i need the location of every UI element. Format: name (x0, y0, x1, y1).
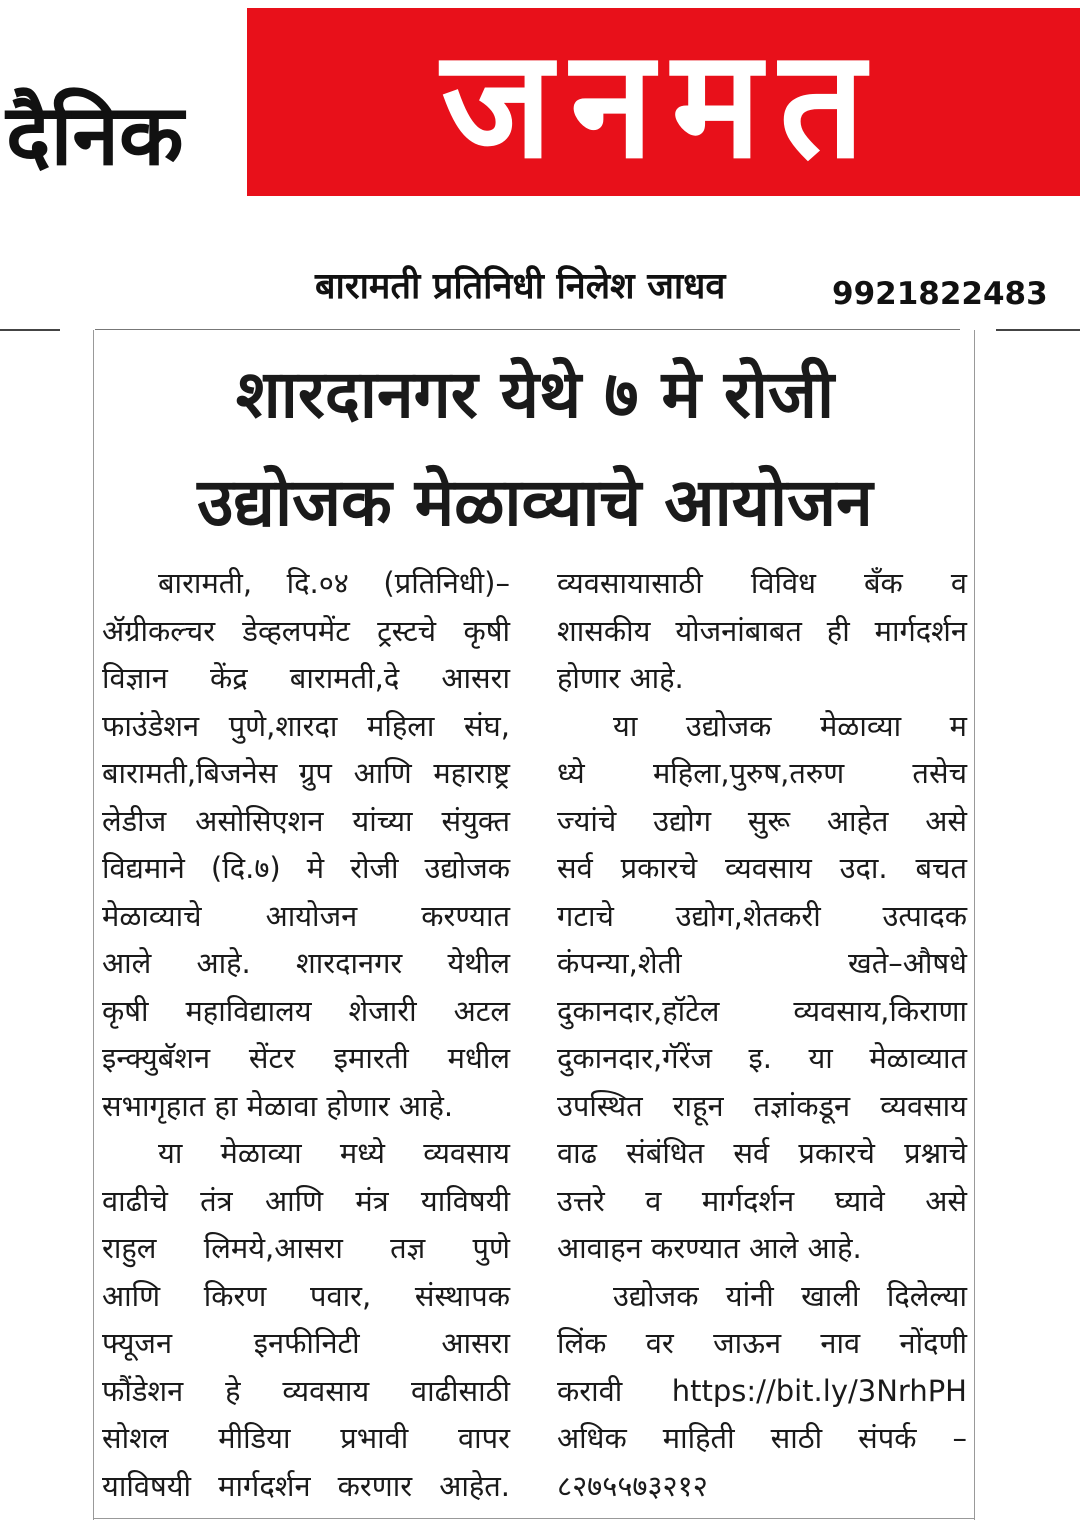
masthead (0, 0, 1080, 245)
article-line: व्यवसायासाठी विविध बँक व (557, 566, 967, 600)
registration-link-line: करावी https://bit.ly/3NrhPH (557, 1373, 967, 1408)
article-line: इन्क्युबॅशन सेंटर इमारती मधील (102, 1041, 510, 1075)
article-line: सभागृहात हा मेळावा होणार आहे. (102, 1088, 454, 1123)
divider-left (0, 329, 60, 331)
newspaper-name: जनमत (441, 18, 883, 192)
article-border-left (93, 330, 94, 1520)
article-border-right (974, 330, 975, 1520)
article-line: दुकानदार,गॅरेंज इ. या मेळाव्यात (557, 1041, 967, 1075)
article-line: होणार आहे. (557, 661, 684, 695)
article-line: वाढीचे तंत्र आणि मंत्र याविषयी (102, 1183, 510, 1218)
correspondent-byline: बारामती प्रतिनिधी निलेश जाधव (315, 266, 726, 307)
contact-number: ८२७५५७३२१२ (557, 1468, 708, 1503)
article-line: शासकीय योजनांबाबत ही मार्गदर्शन (557, 613, 967, 648)
article-line: उत्तरे व मार्गदर्शन घ्यावे असे (557, 1183, 967, 1218)
newspaper-prefix: दैनिक (6, 86, 184, 184)
article-line: कंपन्या,शेती खते–औषधे (557, 946, 967, 980)
article-line: गटाचे उद्योग,शेतकरी उत्पादक (557, 898, 967, 933)
article-line: बारामती, दि.०४ (प्रतिनिधी)– (158, 566, 510, 600)
article-line: दुकानदार,हॉटेल व्यवसाय,किराणा (557, 993, 967, 1028)
article-line: याविषयी मार्गदर्शन करणार आहेत. (102, 1468, 510, 1503)
article-line: फ्यूजन इनफीनिटी आसरा (102, 1326, 510, 1360)
article-line: वाढ संबंधित सर्व प्रकारचे प्रश्नाचे (557, 1136, 967, 1170)
article-line: विद्यमाने (दि.७) मे रोजी उद्योजक (102, 851, 510, 885)
article-line: उपस्थित राहून तज्ञांकडून व्यवसाय (557, 1088, 967, 1123)
article-line: बारामती,बिजनेस ग्रुप आणि महाराष्ट्र (102, 756, 510, 790)
correspondent-phone: 9921822483 (832, 276, 1048, 312)
article-line: या उद्योजक मेळाव्या म (613, 708, 967, 743)
article-line: फौंडेशन हे व्यवसाय वाढीसाठी (102, 1373, 510, 1408)
article-line: सर्व प्रकारचे व्यवसाय उदा. बचत (557, 851, 967, 885)
article-line: या मेळाव्या मध्ये व्यवसाय (158, 1136, 510, 1170)
article-line: सोशल मीडिया प्रभावी वापर (102, 1421, 510, 1455)
article-line: आले आहे. शारदानगर येथील (102, 946, 510, 980)
article-border-bottom (94, 1518, 974, 1519)
article-line: आवाहन करण्यात आले आहे. (557, 1231, 862, 1265)
headline-line-1: शारदानगर येथे ७ मे रोजी (235, 356, 835, 433)
article-line: लिंक वर जाऊन नाव नोंदणी (557, 1326, 967, 1360)
article-line: उद्योजक यांनी खाली दिलेल्या (613, 1278, 967, 1313)
article-line: कृषी महाविद्यालय शेजारी अटल (102, 993, 510, 1028)
article-line: अधिक माहिती साठी संपर्क – (557, 1421, 967, 1455)
article-line: मेळाव्याचे आयोजन करण्यात (102, 898, 510, 933)
article-column-left (102, 560, 510, 1510)
article-line: विज्ञान केंद्र बारामती,दे आसरा (102, 661, 510, 695)
article-column-right (557, 560, 967, 1510)
article-line: ज्यांचे उद्योग सुरू आहेत असे (557, 803, 967, 838)
article-line: राहुल लिमये,आसरा तज्ञ पुणे (102, 1231, 510, 1265)
article-line: ॲग्रीकल्चर डेव्हलपमेंट ट्रस्टचे कृषी (102, 613, 510, 648)
article-line: फाउंडेशन पुणे,शारदा महिला संघ, (102, 708, 510, 743)
article-line: आणि किरण पवार, संस्थापक (102, 1278, 510, 1313)
article-line: ध्ये महिला,पुरुष,तरुण तसेच (557, 756, 967, 790)
article-line: लेडीज असोसिएशन यांच्या संयुक्त (102, 803, 510, 838)
divider-top (95, 329, 960, 330)
headline-line-2: उद्योजक मेळाव्याचे आयोजन (197, 464, 873, 541)
divider-right (996, 329, 1080, 331)
